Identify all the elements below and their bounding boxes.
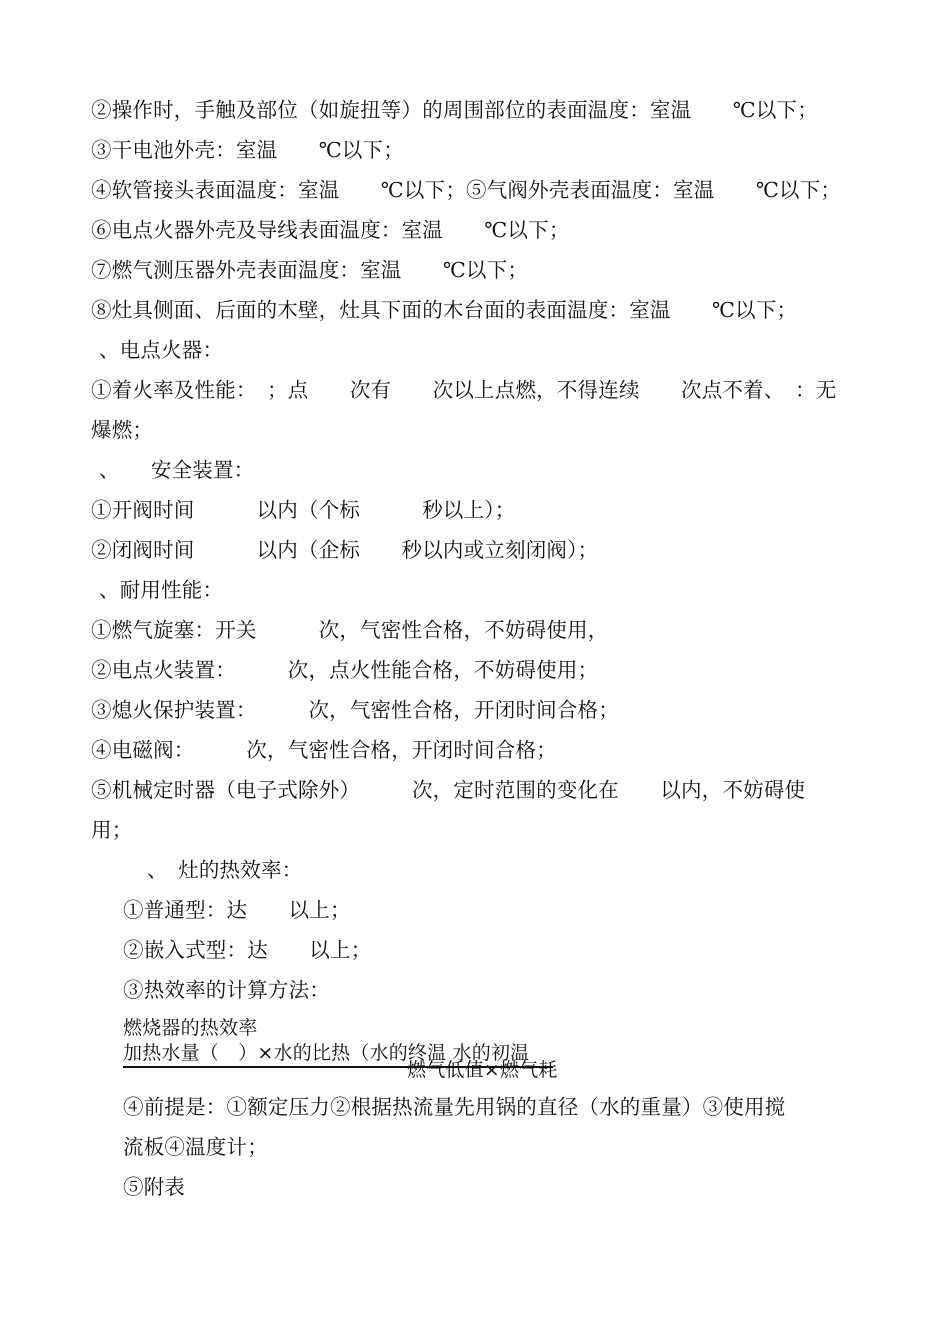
text-line-17: ④电磁阀： 次，气密性合格，开闭时间合格；	[91, 738, 557, 762]
text-line-26: ⑤附表	[123, 1175, 186, 1199]
text-line-12: ②闭阀时间 以内（企标 秒以内或立刻闭阀）；	[91, 538, 599, 562]
text-line-5: ⑦燃气测压器外壳表面温度：室温 ℃以下；	[91, 258, 529, 282]
text-line-15: ②电点火装置： 次，点火性能合格，不妨碍使用；	[91, 658, 599, 682]
text-line-22: ②嵌入式型：达 以上；	[123, 938, 372, 962]
section-heading-safety: 、 安全装置：	[99, 458, 255, 482]
text-line-1: ②操作时，手触及部位（如旋扭等）的周围部位的表面温度：室温 ℃以下；	[91, 98, 818, 122]
section-heading-efficiency: 、 灶的热效率：	[147, 858, 303, 882]
text-line-6: ⑧灶具侧面、后面的木壁，灶具下面的木台面的表面温度：室温 ℃以下；	[91, 298, 798, 322]
formula-lhs: 燃烧器的热效率	[123, 1017, 258, 1039]
text-line-4: ⑥电点火器外壳及导线表面温度：室温 ℃以下；	[91, 218, 570, 242]
text-line-24: ④前提是：①额定压力②根据热流量先用锅的直径（水的重量）③使用搅	[123, 1095, 786, 1119]
section-heading-durability: 、耐用性能：	[99, 578, 224, 602]
text-line-8: ①着火率及性能： ；点 次有 次以上点燃，不得连续 次点不着、 ：无	[91, 378, 837, 402]
text-line-11: ①开阀时间 以内（个标 秒以上）；	[91, 498, 516, 522]
section-heading-ignition: 、电点火器：	[99, 338, 224, 362]
text-line-3: ④软管接头表面温度：室温 ℃以下；⑤气阀外壳表面温度：室温 ℃以下；	[91, 178, 842, 202]
text-line-25: 流板④温度计；	[123, 1135, 268, 1159]
text-line-18: ⑤机械定时器（电子式除外） 次，定时范围的变化在 以内，不妨碍使	[91, 778, 806, 802]
formula-numerator: 加热水量（ ）×水的比热（水的终温 水的初温	[123, 1042, 530, 1064]
text-line-23: ③热效率的计算方法：	[123, 978, 330, 1002]
formula-denominator: 燃气低值×燃气耗	[407, 1059, 558, 1081]
text-line-16: ③熄火保护装置： 次，气密性合格，开闭时间合格；	[91, 698, 619, 722]
text-line-19: 用；	[91, 818, 133, 842]
text-line-14: ①燃气旋塞：开关 次，气密性合格，不妨碍使用，	[91, 618, 609, 642]
text-line-21: ①普通型：达 以上；	[123, 898, 351, 922]
text-line-9: 爆燃；	[91, 418, 154, 442]
text-line-2: ③干电池外壳：室温 ℃以下；	[91, 138, 404, 162]
